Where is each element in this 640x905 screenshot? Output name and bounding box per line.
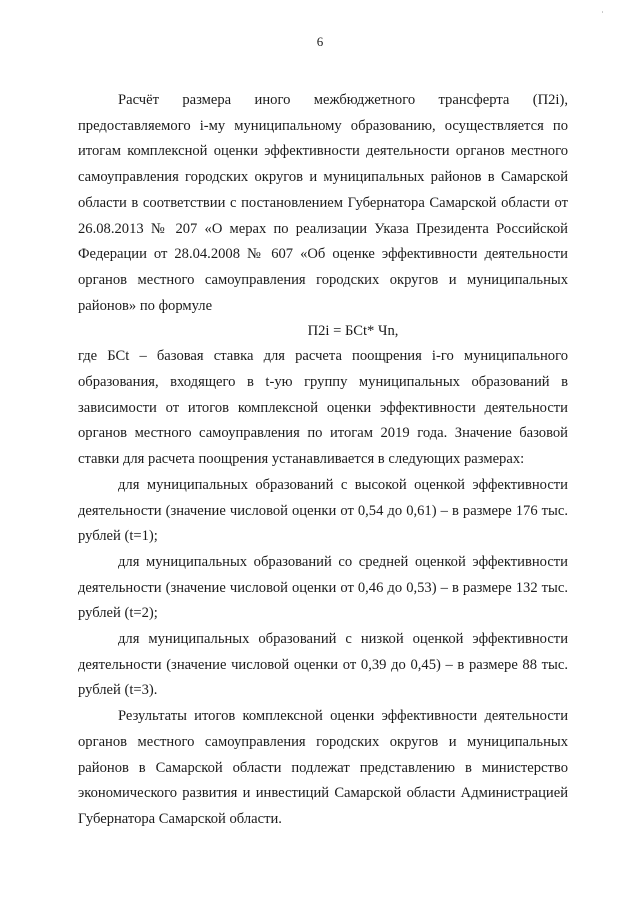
- paragraph-low-rate: для муниципальных образований с низкой оценкой эффективности деятельности (значение числовой оценки от 0,39 до 0,45) – в размере 88 тыс. рублей (t=3).: [78, 631, 568, 699]
- paragraph-medium-rate: для муниципальных образований со средней оценкой эффективности деятельности (значение числовой оценки от 0,46 до 0,53) – в размере 132 тыс. рублей (t=2);: [78, 553, 568, 622]
- scan-speck: ˙: [601, 10, 604, 20]
- paragraph-high-rate: для муниципальных образований с высокой оценкой эффективности деятельности (значение числовой оценки от 0,54 до 0,61) – в размере 176 тыс. рублей (t=1);: [78, 476, 568, 545]
- document-body: [78, 88, 568, 833]
- paragraph-where: где БСt – базовая ставка для расчета поощрения i-го муниципального образования, входящего в t-ую группу муниципальных образований в зависимости от итогов комплексной оценки эффективности деятельности органов местного самоуправления по итогам 2019 года. Значение базовой ставки для расчета поощрения устанавливается в следующих размерах:: [78, 348, 568, 468]
- paragraph-results: Результаты итогов комплексной оценки эффективности деятельности органов местного самоуправления городских округов и муниципальных районов в Самарской области подлежат представлению в министерство экономического развития и инвестиций Самарской области Администрацией Губернатора Самарской области.: [78, 708, 568, 827]
- paragraph-intro: Расчёт размера иного межбюджетного трансферта (П2i), предоставляемого i-му муниципальному образованию, осуществляется по итогам комплексной оценки эффективности деятельности органов местного самоуправления городских округов и муниципальных районов в Самарской области в соответствии с постановлением Губернатора Самарской области от 26.08.2013 № 207 «О мерах по реализации Указа Президента Российской Федерации от 28.04.2008 № 607 «Об оценке эффективности деятельности органов местного самоуправления городских округов и муниципальных районов» по формуле: [78, 92, 568, 314]
- page-number: 6: [316, 34, 324, 49]
- formula: П2i = БСt* Чn,: [307, 323, 399, 340]
